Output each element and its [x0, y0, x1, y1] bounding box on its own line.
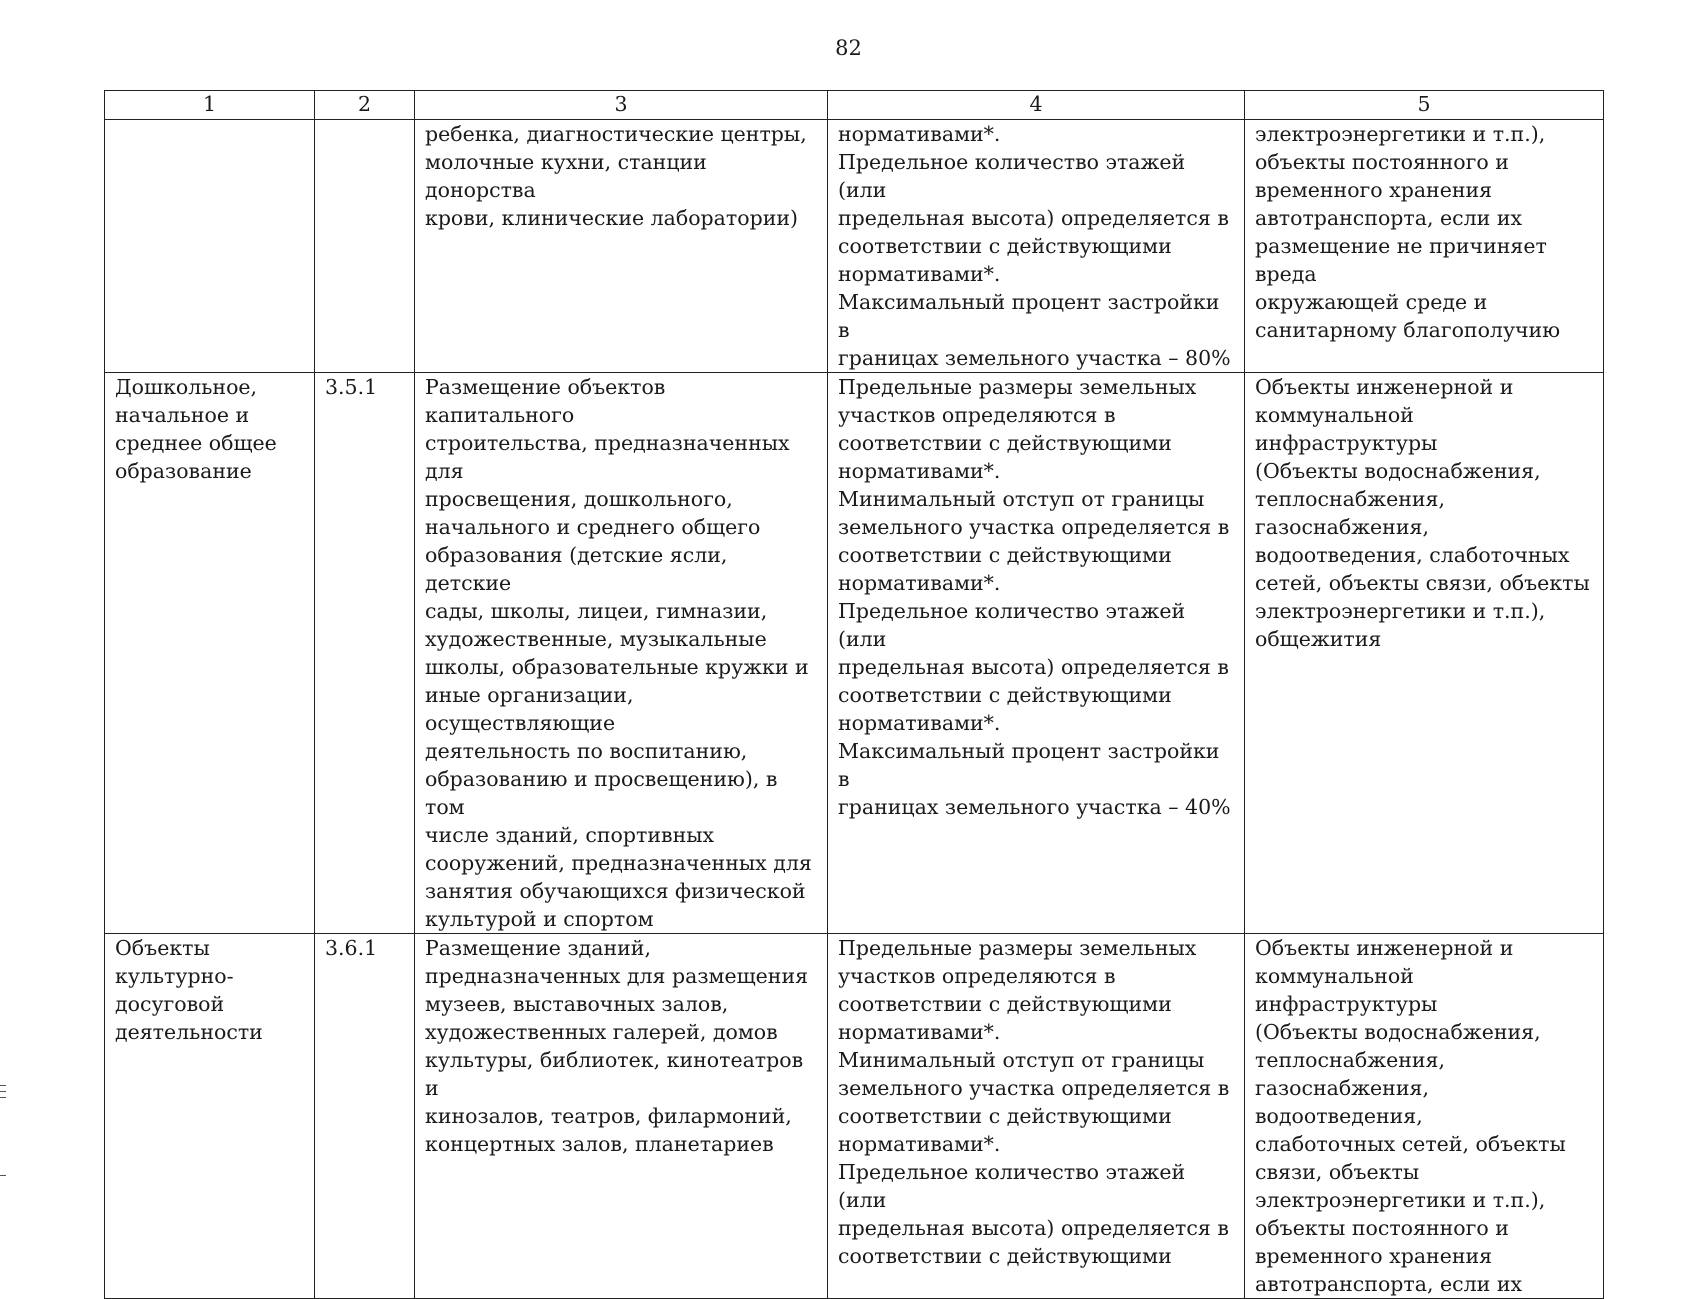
auxiliary-uses-cell: электроэнергетики и т.п.), объекты постоянного и временного хранения автотранспорта, если их размещение не причиняет вреда окружающей среде и санитарному благополучию [1245, 120, 1604, 373]
code-cell: 3.5.1 [315, 373, 415, 934]
parameters-cell: Предельные размеры земельных участков определяются в соответствии с действующими нормативами*. Минимальный отступ от границы земельного участка определяется в соответствии с действующими нормативами*. Предельное количество этажей (или предельная высота) определяется в соответствии с действующими [828, 934, 1245, 1299]
header-row [105, 91, 1604, 120]
column-header-1: 1 [105, 91, 315, 120]
column-header-3: 3 [415, 91, 828, 120]
code-cell [315, 120, 415, 373]
description-cell: ребенка, диагностические центры, молочные кухни, станции донорства крови, клинические лаборатории) [415, 120, 828, 373]
page-number: 82 [835, 36, 862, 60]
table-row [105, 934, 1604, 1299]
table-header [105, 91, 1604, 120]
column-header-2: 2 [315, 91, 415, 120]
table-row [105, 120, 1604, 373]
auxiliary-uses-cell: Объекты инженерной и коммунальной инфраструктуры (Объекты водоснабжения, теплоснабжения, газоснабжения, водоотведения, слаботочных сетей, объекты связи, объекты электроэнергетики и т.п.), общежития [1245, 373, 1604, 934]
column-header-5: 5 [1245, 91, 1604, 120]
land-use-name-cell: Объекты культурно- досуговой деятельности [105, 934, 315, 1299]
scan-artifact [0, 1097, 6, 1098]
description-cell: Размещение зданий, предназначенных для размещения музеев, выставочных залов, художественных галерей, домов культуры, библиотек, кинотеатров и кинозалов, театров, филармоний, концертных залов, планетариев [415, 934, 828, 1299]
code-cell: 3.6.1 [315, 934, 415, 1299]
scan-artifact [0, 1091, 6, 1092]
land-use-name-cell: Дошкольное, начальное и среднее общее образование [105, 373, 315, 934]
table-body [105, 120, 1604, 1299]
description-cell: Размещение объектов капитального строительства, предназначенных для просвещения, дошкольного, начального и среднего общего образования (детские ясли, детские сады, школы, лицеи, гимназии, художественные, музыкальные школы, образовательные кружки и иные организации, осуществляющие деятельность по воспитанию, образованию и просвещению), в том числе зданий, спортивных сооружений, предназначенных для занятия обучающихся физической культурой и спортом [415, 373, 828, 934]
table-row [105, 373, 1604, 934]
scan-artifact [0, 1085, 6, 1086]
land-use-name-cell [105, 120, 315, 373]
scan-artifact [0, 1175, 6, 1176]
regulations-table [104, 90, 1604, 1299]
auxiliary-uses-cell: Объекты инженерной и коммунальной инфраструктуры (Объекты водоснабжения, теплоснабжения, газоснабжения, водоотведения, слаботочных сетей, объекты связи, объекты электроэнергетики и т.п.), объекты постоянного и временного хранения автотранспорта, если их [1245, 934, 1604, 1299]
parameters-cell: Предельные размеры земельных участков определяются в соответствии с действующими нормативами*. Минимальный отступ от границы земельного участка определяется в соответствии с действующими нормативами*. Предельное количество этажей (или предельная высота) определяется в соответствии с действующими нормативами*. Максимальный процент застройки в границах земельного участка – 40% [828, 373, 1245, 934]
column-header-4: 4 [828, 91, 1245, 120]
parameters-cell: нормативами*. Предельное количество этажей (или предельная высота) определяется в соответствии с действующими нормативами*. Максимальный процент застройки в границах земельного участка – 80% [828, 120, 1245, 373]
